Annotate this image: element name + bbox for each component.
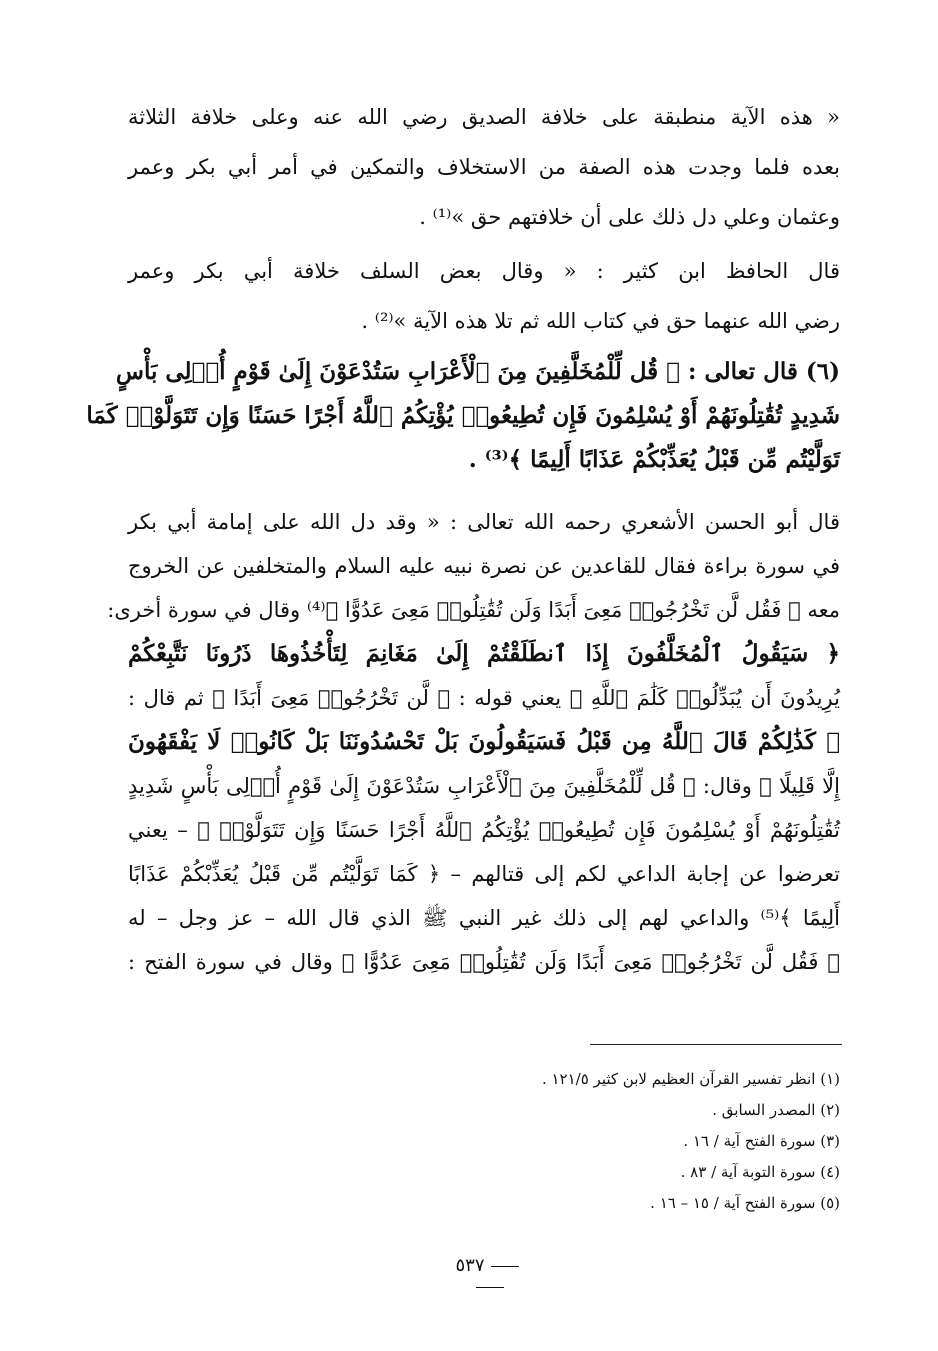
- text-line: إِلَّا قَلِيلًا ﴾ وقال: ﴿ قُل لِّلْمُخَلَّفِينَ مِنَ ٱلْأَعْرَابِ سَتُدْعَوْنَ إِلَىٰ قَوْمٍ أُو۟لِى بَأْسٍ شَدِيدٍ: [128, 774, 840, 798]
- text-line: ﴿ فَقُل لَّن تَخْرُجُوا۟ مَعِىَ أَبَدًا وَلَن تُقَٰتِلُوا۟ مَعِىَ عَدُوًّا ﴾ وقال في سورة الفتح :: [128, 950, 840, 974]
- footnote: (٥) سورة الفتح آية / ١٥ – ١٦ .: [650, 1194, 840, 1212]
- text-line: تَوَلَّيْتُم مِّن قَبْلُ يُعَذِّبْكُمْ عَذَابًا أَلِيمًا ﴾⁽³⁾ .: [468, 446, 840, 473]
- text-line: شَدِيدٍ تُقَٰتِلُونَهُمْ أَوْ يُسْلِمُونَ فَإِن تُطِيعُوا۟ يُؤْتِكُمُ ٱللَّهُ أَجْرًا حَسَنًا وَإِن تَتَوَلَّوْا۟ كَمَا: [86, 402, 840, 429]
- text-line: ﴿ كَذَٰلِكُمْ قَالَ ٱللَّهُ مِن قَبْلُ فَسَيَقُولُونَ بَلْ تَحْسُدُونَنَا بَلْ كَانُوا۟ لَا يَفْقَهُونَ: [128, 728, 840, 755]
- dash-decoration: [476, 1287, 504, 1288]
- text-line: بعده فلما وجدت هذه الصفة من الاستخلاف والتمكين في أمر أبي بكر وعمر: [128, 155, 840, 179]
- footnote: (٤) سورة التوبة آية / ٨٣ .: [680, 1163, 840, 1181]
- text-line: تعرضوا عن إجابة الداعي لكم إلى قتالهم – ﴿ كَمَا تَوَلَّيْتُم مِّن قَبْلُ يُعَذِّبْكُمْ عَذَابًا: [128, 862, 840, 886]
- text-line: تُقَٰتِلُونَهُمْ أَوْ يُسْلِمُونَ فَإِن تُطِيعُوا۟ يُؤْتِكُمُ ٱللَّهُ أَجْرًا حَسَنًا وَإِن تَتَوَلَّوْا۟ ﴾ – يعني: [128, 818, 840, 842]
- dash-decoration: [491, 1266, 519, 1267]
- text-line: وعثمان وعلي دل ذلك على أن خلافتهم حق »⁽¹⁾ .: [419, 205, 840, 229]
- page-number-block: [440, 1255, 540, 1297]
- paragraph-2: [128, 246, 840, 346]
- text-line: قال الحافظ ابن كثير : « وقال بعض السلف خلافة أبي بكر وعمر: [128, 259, 840, 283]
- page-number: ٥٣٧: [455, 1255, 485, 1276]
- paragraph-1: [128, 92, 840, 242]
- text-line: رضي الله عنهما حق في كتاب الله ثم تلا هذه الآية »⁽²⁾ .: [361, 309, 840, 333]
- text-line: في سورة براءة فقال للقاعدين عن نصرة نبيه عليه السلام والمتخلفين عن الخروج: [128, 554, 840, 578]
- footnote-separator: [590, 1044, 842, 1045]
- text-line: يُرِيدُونَ أَن يُبَدِّلُوا۟ كَلَٰمَ ٱللَّهِ ﴾ يعني قوله : ﴿ لَّن تَخْرُجُوا۟ مَعِىَ أَبَدًا ﴾ ثم قال :: [128, 686, 840, 710]
- text-line: معه ﴿ فَقُل لَّن تَخْرُجُوا۟ مَعِىَ أَبَدًا وَلَن تُقَٰتِلُوا۟ مَعِىَ عَدُوًّا ﴾⁽⁴⁾ وقال في سورة أخرى:: [107, 598, 840, 622]
- text-line: قال أبو الحسن الأشعري رحمه الله تعالى : « وقد دل الله على إمامة أبي بكر: [128, 510, 840, 534]
- paragraph-4: [107, 500, 840, 984]
- footnote: (١) انظر تفسير القرآن العظيم لابن كثير ١٢١/٥ .: [541, 1070, 840, 1088]
- footnote: (٢) المصدر السابق .: [712, 1101, 840, 1119]
- text-line: أَلِيمًا ﴾⁽⁵⁾ والداعي لهم إلى ذلك غير النبي ﷺ الذي قال الله – عز وجل – له: [128, 906, 840, 930]
- footnote: (٣) سورة الفتح آية / ١٦ .: [683, 1132, 840, 1150]
- text-line: « هذه الآية منطبقة على خلافة الصديق رضي الله عنه وعلى خلافة الثلاثة: [128, 105, 840, 129]
- footnotes: [300, 1064, 840, 1219]
- text-line: (٦) قال تعالى : ﴿ قُل لِّلْمُخَلَّفِينَ مِنَ ٱلْأَعْرَابِ سَتُدْعَوْنَ إِلَىٰ قَوْمٍ أُو۟لِى بَأْسٍ: [115, 358, 840, 385]
- paragraph-3-quran-verse: [86, 350, 840, 482]
- text-line: ﴿ سَيَقُولُ ٱلْمُخَلَّفُونَ إِذَا ٱنطَلَقْتُمْ إِلَىٰ مَغَانِمَ لِتَأْخُذُوهَا ذَرُونَا نَتَّبِعْكُمْ: [128, 640, 840, 667]
